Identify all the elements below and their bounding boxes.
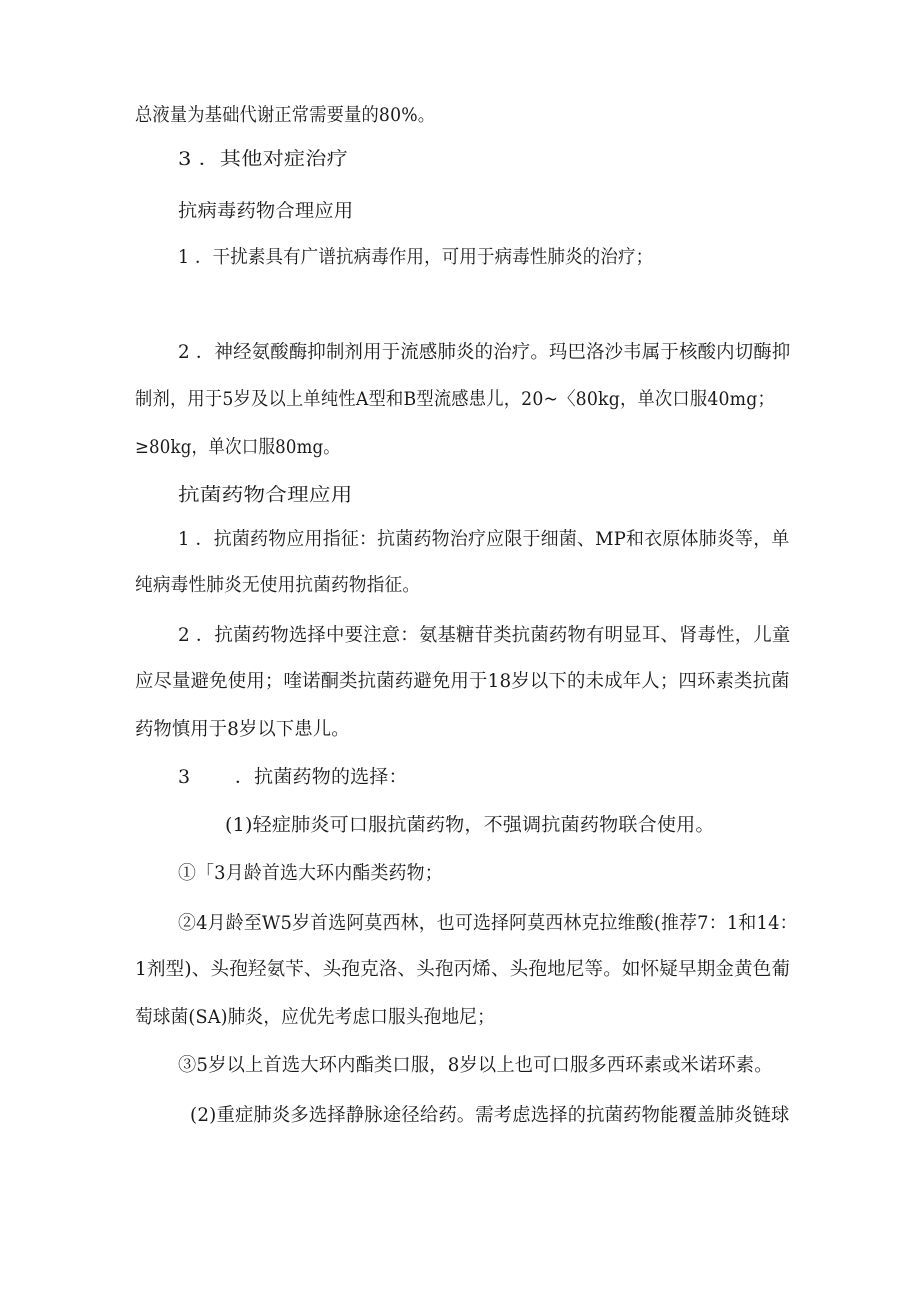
list-item-line: 2 ．神经氨酸酶抑制剂用于流感肺炎的治疗。玛巴洛沙韦属于核酸内切酶抑 xyxy=(178,342,791,363)
section-heading: 抗菌药物合理应用 xyxy=(178,485,353,506)
list-item-line: 3 ．抗菌药物的选择： xyxy=(178,767,408,788)
list-item-line: ≥80kg，单次口服80mg。 xyxy=(135,437,341,458)
list-item-line: 1 ．干扰素具有广谱抗病毒作用，可用于病毒性肺炎的治疗； xyxy=(178,247,654,268)
list-item-line: ②4月龄至W5岁首选阿莫西林，也可选择阿莫西林克拉维酸(推荐7：1和14： xyxy=(178,913,798,934)
list-item-line: 应尽量避免使用；喹诺酮类抗菌药避免用于18岁以下的未成年人；四环素类抗菌 xyxy=(135,671,790,692)
list-item-line: 药物慎用于8岁以下患儿。 xyxy=(135,719,350,740)
section-heading: 抗病毒药物合理应用 xyxy=(178,201,354,222)
list-item-line: 1剂型)、头孢羟氨苄、头孢克洛、头孢丙烯、头孢地尼等。如怀疑早期金黄色葡 xyxy=(135,959,791,980)
paragraph-line: 总液量为基础代谢正常需要量的80%。 xyxy=(135,105,436,126)
list-item-line: (1)轻症肺炎可口服抗菌药物，不强调抗菌药物联合使用。 xyxy=(225,815,715,836)
list-item-line: (2)重症肺炎多选择静脉途径给药。需考虑选择的抗菌药物能覆盖肺炎链球 xyxy=(190,1105,790,1126)
list-item-line: ③5岁以上首选大环内酯类口服，8岁以上也可口服多西环素或米诺环素。 xyxy=(178,1055,773,1076)
list-item-line: 纯病毒性肺炎无使用抗菌药物指征。 xyxy=(135,575,421,596)
list-item-line: 萄球菌(SA)肺炎，应优先考虑口服头孢地尼； xyxy=(135,1007,495,1028)
list-item-line: 2 ．抗菌药物选择中要注意：氨基糖苷类抗菌药物有明显耳、肾毒性，儿童 xyxy=(178,625,791,646)
list-item-line: 制剂，用于5岁及以上单纯性A型和B型流感患儿，20~〈80kg，单次口服40mg； xyxy=(135,389,775,410)
section-heading: 3 ．其他对症治疗 xyxy=(178,149,348,170)
list-item-line: 1 ．抗菌药物应用指征：抗菌药物治疗应限于细菌、MP和衣原体肺炎等，单 xyxy=(178,529,790,550)
list-item-line: ①「3月龄首选大环内酯类药物； xyxy=(178,863,443,884)
